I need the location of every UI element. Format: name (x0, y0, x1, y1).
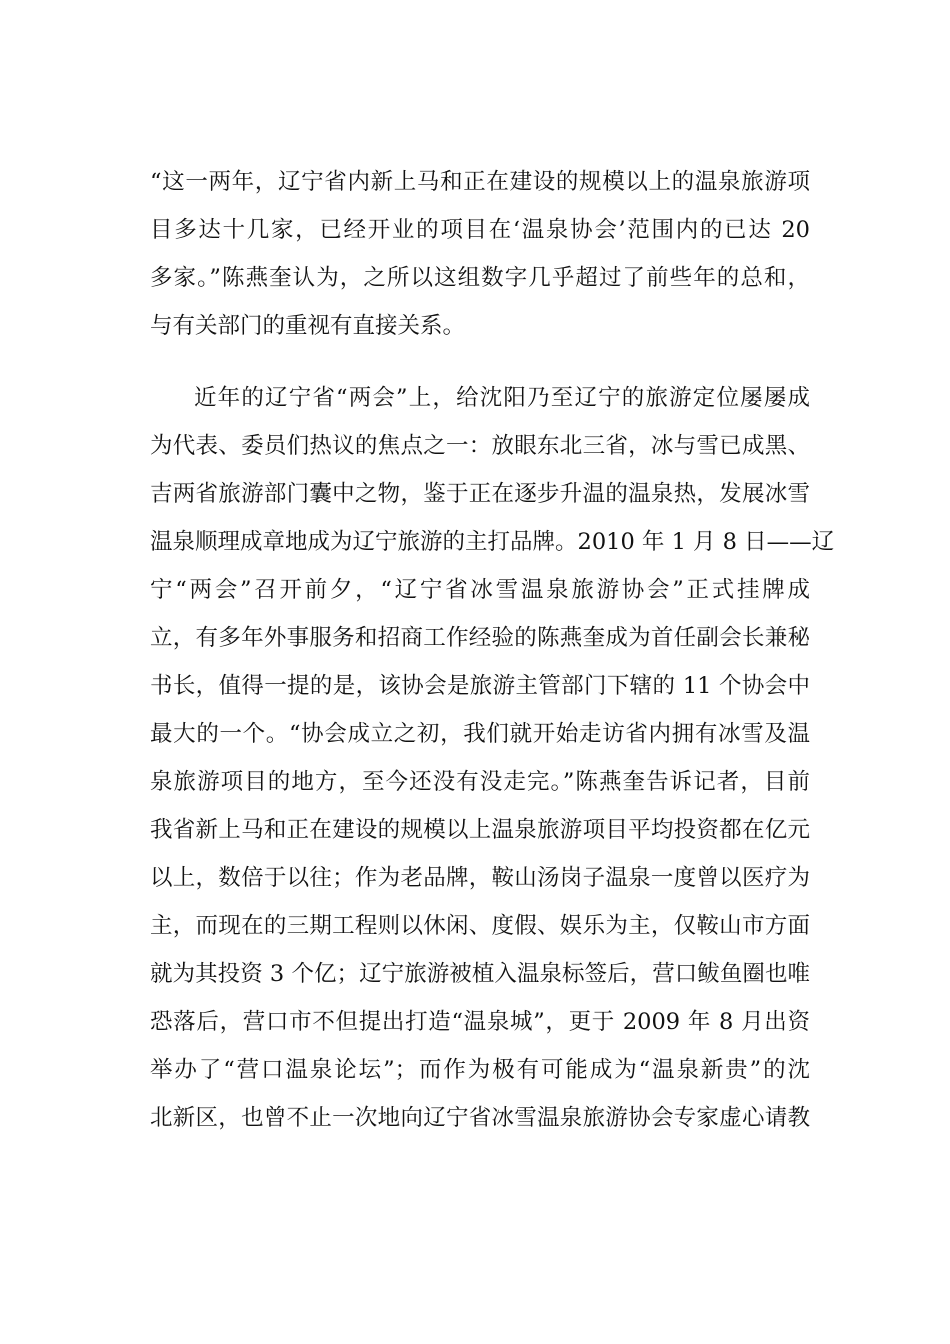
paragraph-2-line-15: 举办了“营口温泉论坛”；而作为极有可能成为“温泉新贵”的沈 (150, 1057, 810, 1083)
paragraph-2-line-6: 立，有多年外事服务和招商工作经验的陈燕奎成为首任副会长兼秘 (150, 625, 810, 651)
paragraph-2-line-8: 最大的一个。“协会成立之初，我们就开始走访省内拥有冰雪及温 (150, 721, 810, 747)
paragraph-2-line-3: 吉两省旅游部门囊中之物，鉴于正在逐步升温的温泉热，发展冰雪 (150, 481, 810, 507)
paragraph-2-line-10: 我省新上马和正在建设的规模以上温泉旅游项目平均投资都在亿元 (150, 817, 810, 843)
paragraph-1-line-2: 目多达十几家，已经开业的项目在‘温泉协会’范围内的已达 20 (150, 217, 810, 243)
paragraph-2-line-16: 北新区，也曾不止一次地向辽宁省冰雪温泉旅游协会专家虚心请教 (150, 1105, 810, 1131)
paragraph-2-line-11: 以上，数倍于以往；作为老品牌，鞍山汤岗子温泉一度曾以医疗为 (150, 865, 810, 891)
paragraph-2-line-7: 书长，值得一提的是，该协会是旅游主管部门下辖的 11 个协会中 (150, 673, 810, 699)
paragraph-2-line-13: 就为其投资 3 个亿；辽宁旅游被植入温泉标签后，营口鲅鱼圈也唯 (150, 961, 810, 987)
paragraph-1-line-1: “这一两年，辽宁省内新上马和正在建设的规模以上的温泉旅游项 (150, 169, 810, 195)
paragraph-2-line-4: 温泉顺理成章地成为辽宁旅游的主打品牌。2010 年 1 月 8 日——辽 (150, 529, 835, 555)
paragraph-2-line-12: 主，而现在的三期工程则以休闲、度假、娱乐为主，仅鞍山市方面 (150, 913, 810, 939)
paragraph-1-line-4: 与有关部门的重视有直接关系。 (150, 313, 466, 339)
paragraph-2-line-1: 近年的辽宁省“两会”上，给沈阳乃至辽宁的旅游定位屡屡成 (194, 385, 810, 411)
paragraph-2-line-5: 宁“两会”召开前夕，“辽宁省冰雪温泉旅游协会”正式挂牌成 (150, 577, 810, 603)
paragraph-1-line-3: 多家。”陈燕奎认为，之所以这组数字几乎超过了前些年的总和， (150, 265, 810, 291)
paragraph-2-line-14: 恐落后，营口市不但提出打造“温泉城”，更于 2009 年 8 月出资 (150, 1009, 810, 1035)
paragraph-2-line-2: 为代表、委员们热议的焦点之一：放眼东北三省，冰与雪已成黑、 (150, 433, 810, 459)
paragraph-2-line-9: 泉旅游项目的地方，至今还没有没走完。”陈燕奎告诉记者，目前 (150, 769, 810, 795)
